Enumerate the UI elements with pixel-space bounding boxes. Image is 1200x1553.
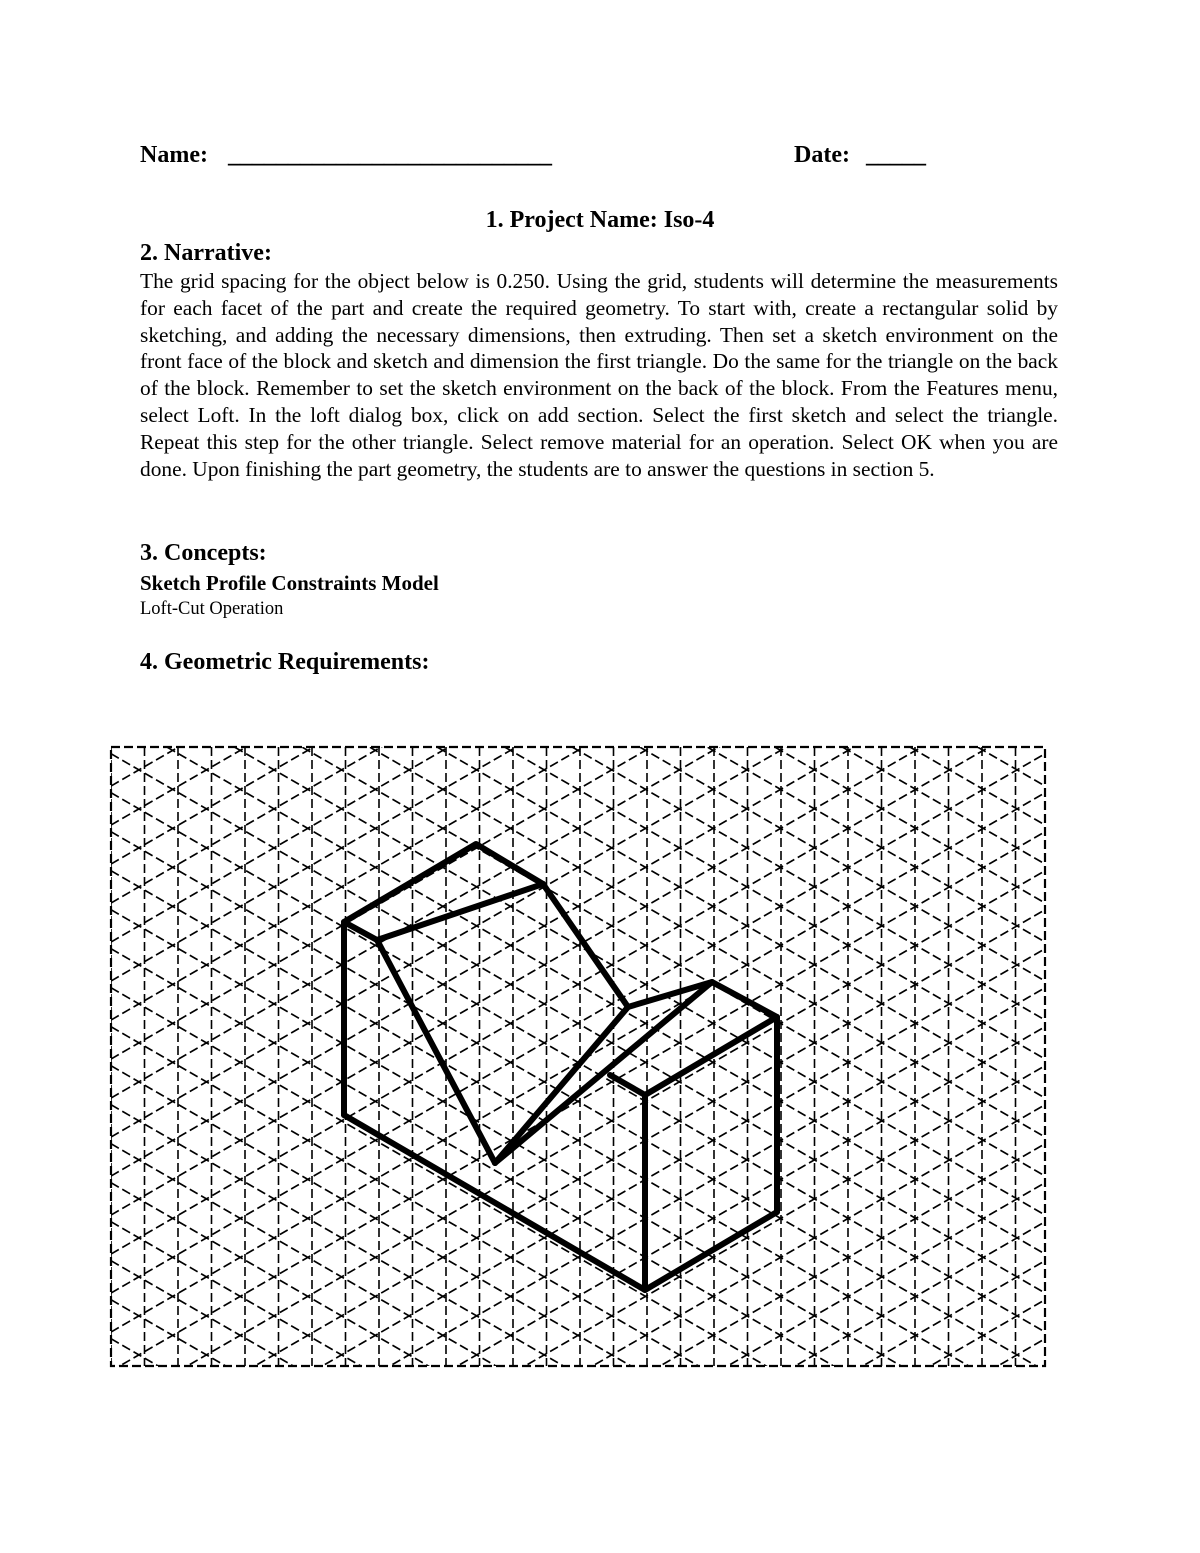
grid-diagonal-line-up	[111, 1417, 1045, 1553]
grid-diagonal-line-up	[111, 1144, 1045, 1553]
narrative-heading: 2. Narrative:	[140, 240, 272, 266]
date-label: Date:	[794, 142, 850, 168]
grid-diagonal-line-up	[111, 1261, 1045, 1553]
grid-diagonal-line-up	[111, 1183, 1045, 1553]
back-triangle-top-edge	[377, 884, 543, 940]
bottom-left-edge	[344, 1115, 645, 1290]
grid-diagonal-line-down	[111, 1066, 1045, 1553]
grid-diagonal-line-down	[111, 1300, 1045, 1553]
grid-diagonal-line-down	[111, 1378, 1045, 1553]
grid-diagonal-line-up	[111, 169, 1045, 708]
right-block-top-front-edge	[645, 1017, 777, 1095]
concepts-line-2: Loft-Cut Operation	[140, 599, 284, 619]
grid-diagonal-line-down	[111, 1183, 1045, 1553]
grid-diagonal-line-up	[111, 208, 1045, 747]
grid-diagonal-line-up	[111, 1339, 1045, 1553]
grid-diagonal-line-up	[111, 130, 1045, 669]
grid-diagonal-line-down	[111, 1339, 1045, 1553]
isometric-grid	[111, 130, 1045, 1553]
part-outline	[344, 844, 777, 1290]
name-blank[interactable]: ___________________________	[228, 142, 552, 168]
geometric-requirements-heading: 4. Geometric Requirements:	[140, 649, 430, 675]
grid-diagonal-line-down	[111, 1144, 1045, 1553]
concepts-heading: 3. Concepts:	[140, 540, 267, 566]
bottom-right-edge	[645, 1212, 777, 1290]
grid-diagonal-line-down	[111, 286, 1045, 825]
date-blank[interactable]: _____	[866, 142, 926, 168]
grid-diagonal-line-up	[111, 1222, 1045, 1553]
grid-diagonal-line-down	[111, 169, 1045, 708]
grid-diagonal-line-up	[111, 247, 1045, 786]
grid-diagonal-line-down	[111, 208, 1045, 747]
right-block-top-left-edge	[610, 1075, 645, 1095]
grid-diagonal-line-down	[111, 1261, 1045, 1553]
grid-diagonal-line-up	[111, 286, 1045, 825]
project-title: 1. Project Name: Iso-4	[485, 207, 715, 233]
loft-line-1	[495, 1007, 628, 1163]
grid-diagonal-line-down	[111, 1222, 1045, 1553]
grid-diagonal-line-down	[111, 1417, 1045, 1553]
grid-diagonal-line-up	[111, 1300, 1045, 1553]
grid-diagonal-line-down	[111, 130, 1045, 669]
concepts-line-1: Sketch Profile Constraints Model	[140, 571, 439, 595]
right-block-top-back-edge	[712, 982, 777, 1017]
name-label: Name:	[140, 142, 208, 168]
grid-diagonal-line-down	[111, 247, 1045, 786]
grid-diagonal-line-up	[111, 1066, 1045, 1553]
grid-diagonal-line-up	[111, 1378, 1045, 1553]
narrative-body: The grid spacing for the object below is 0.250. Using the grid, students will determine the measurements for each facet of the part and create the required geometry. To start with, create a rectangular solid by sketching, and adding the necessary dimensions, then extruding. Then set a sketch environment on the front face of the block and sketch and dimension the first triangle. Do the same for the triangle on the back of the block. Remember to set the sketch environment on the back of the block. From the Features menu, select Loft. In the loft dialog box, click on add section. Select the first sketch and select the triangle. Repeat this step for the other triangle. Select remove material for an operation. Select OK when you are done. Upon finishing the part geometry, the students are to answer the questions in section 5.	[140, 269, 1058, 481]
